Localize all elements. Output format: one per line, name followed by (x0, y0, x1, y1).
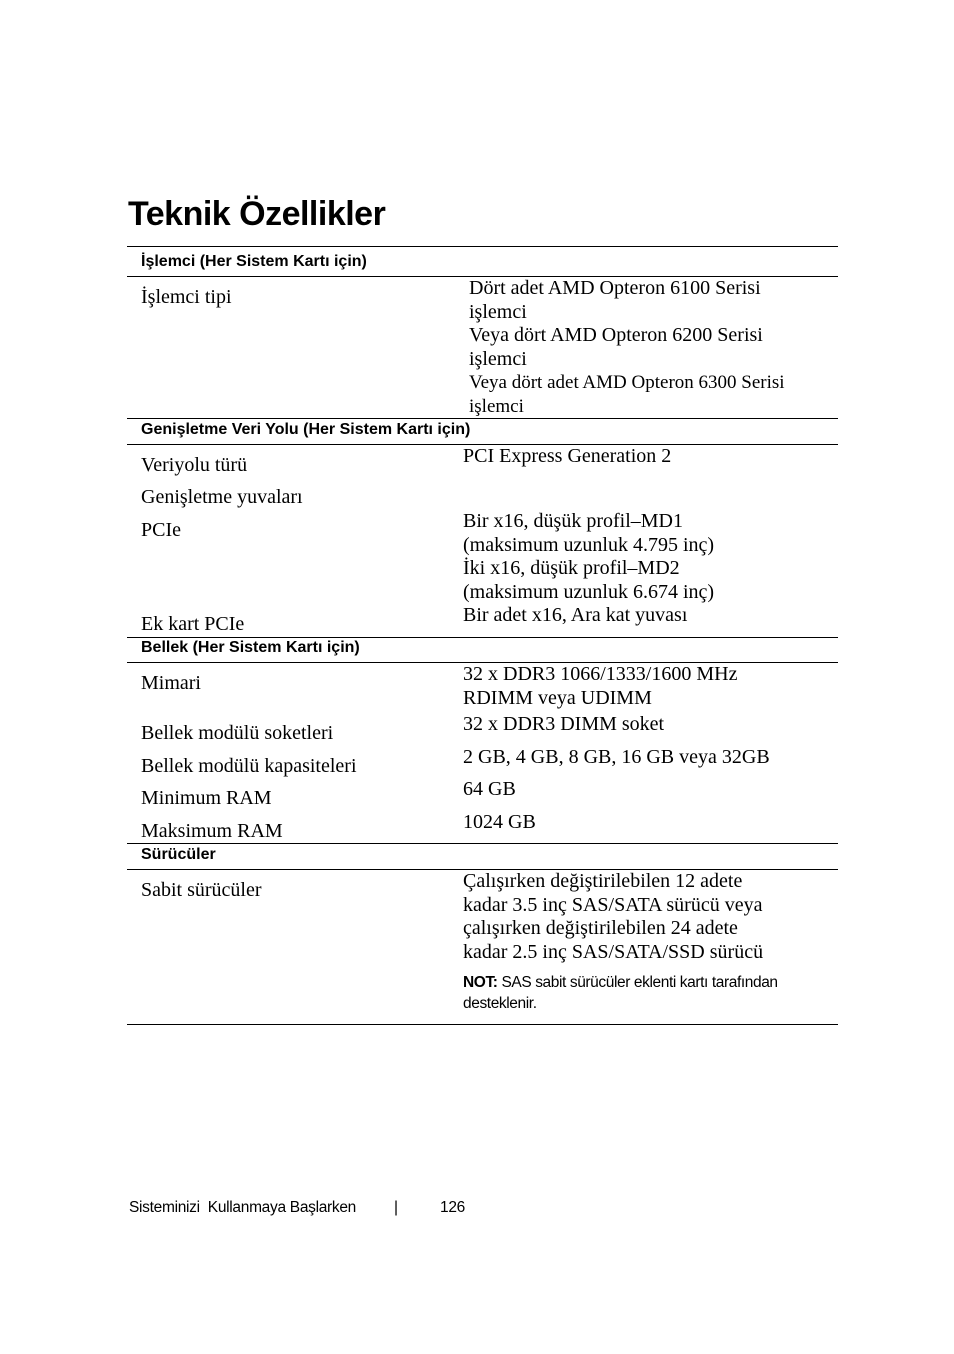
section-heading-bus: Genişletme Veri Yolu (Her Sistem Kartı için) (141, 421, 471, 438)
table-bottom-rule (127, 1024, 838, 1025)
section-rule (127, 418, 838, 419)
value-line: RDIMM veya UDIMM (463, 686, 652, 709)
page-number: 126 (440, 1199, 465, 1216)
addon-pcie-label: Ek kart PCIe (141, 613, 245, 635)
value-line: Dört adet AMD Opteron 6100 Serisi (469, 277, 761, 299)
value-line: Veya dört AMD Opteron 6200 Serisi (469, 324, 763, 346)
footer-separator: | (394, 1199, 398, 1216)
memory-capacities-label: Bellek modülü kapasiteleri (141, 755, 357, 777)
memory-capacities-value: 2 GB, 4 GB, 8 GB, 16 GB veya 32GB (463, 746, 770, 768)
memory-sockets-value: 32 x DDR3 DIMM soket (463, 713, 665, 735)
value-line: işlemci (469, 395, 524, 417)
value-line: kadar 3.5 inç SAS/SATA sürücü veya (463, 893, 763, 916)
section-heading-cpu: İşlemci (Her Sistem Kartı için) (141, 253, 367, 270)
cpu-type-label: İşlemci tipi (141, 286, 232, 308)
max-ram-label: Maksimum RAM (141, 820, 283, 842)
section-rule (127, 843, 838, 844)
section-rule (127, 637, 838, 638)
expansion-slots-label: Genişletme yuvaları (141, 486, 303, 508)
value-line: Bir x16, düşük profil–MD1 (463, 510, 683, 532)
hard-drives-value (463, 870, 835, 964)
bus-type-value: PCI Express Generation 2 (463, 445, 672, 467)
note-label: NOT: (463, 974, 498, 991)
page-title: Teknik Özellikler (128, 195, 386, 233)
memory-arch-value (463, 663, 835, 710)
bus-type-label: Veriyolu türü (141, 454, 248, 476)
addon-pcie-value: Bir adet x16, Ara kat yuvası (463, 604, 688, 626)
section-heading-drives: Sürücüler (141, 846, 216, 863)
memory-sockets-label: Bellek modülü soketleri (141, 722, 334, 744)
value-line: işlemci (469, 300, 527, 323)
memory-arch-label: Mimari (141, 672, 201, 694)
value-line: Veya dört adet AMD Opteron 6300 Serisi (469, 372, 785, 393)
hard-drives-label: Sabit sürücüler (141, 879, 262, 901)
min-ram-value: 64 GB (463, 778, 516, 800)
value-line: İki x16, düşük profil–MD2 (463, 557, 680, 579)
value-line: kadar 2.5 inç SAS/SATA/SSD sürücü (463, 940, 764, 963)
value-line: (maksimum uzunluk 4.795 inç) (463, 533, 715, 556)
max-ram-value: 1024 GB (463, 811, 536, 833)
note (463, 972, 835, 1014)
footer-doc-title: Sisteminizi Kullanmaya Başlarken (129, 1199, 357, 1216)
min-ram-label: Minimum RAM (141, 787, 272, 809)
section-heading-memory: Bellek (Her Sistem Kartı için) (141, 639, 360, 656)
value-line: işlemci (469, 347, 527, 370)
pcie-label: PCIe (141, 519, 181, 541)
value-line: 32 x DDR3 1066/1333/1600 MHz (463, 663, 738, 685)
cpu-type-value (469, 277, 835, 418)
pcie-value (463, 510, 835, 604)
value-line: (maksimum uzunluk 6.674 inç) (463, 580, 715, 603)
value-line: çalışırken değiştirilebilen 24 adete (463, 917, 738, 939)
table-top-rule (127, 246, 838, 247)
note-text: SAS sabit sürücüler eklenti kartı tarafından desteklenir. (463, 974, 778, 1012)
value-line: Çalışırken değiştirilebilen 12 adete (463, 870, 743, 892)
